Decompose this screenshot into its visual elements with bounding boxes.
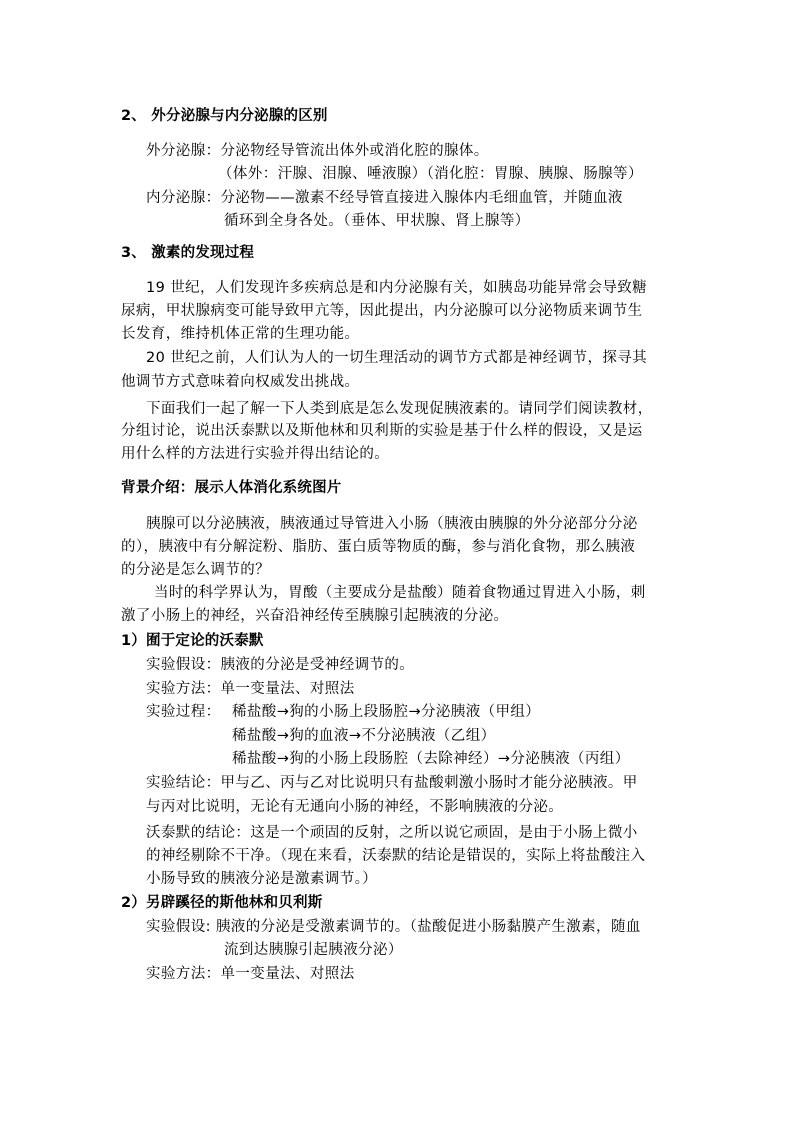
paragraph-line: 他调节方式意味着向权威发出挑战。 [121,374,360,390]
endocrine-definition-cont: 循环到全身各处。（垂体、甲状腺、肾上腺等） [224,213,530,229]
wertheimer-view-cont: 的神经剔除不干净。（现在来看，沃泰默的结论是错误的，实际上将盐酸注入 [146,848,646,864]
paragraph-line: 19 世纪，人们发现许多疾病总是和内分泌腺有关，如胰岛功能异常会导致糖 [146,280,648,296]
paragraph-line: 20 世纪之前，人们认为人的一切生理活动的调节方式都是神经调节，探寻其 [146,350,648,366]
wertheimer-conclusion: 实验结论：甲与乙、丙与乙对比说明只有盐酸刺激小肠时才能分泌胰液。甲 [146,775,638,791]
wertheimer-conclusion-cont: 与丙对比说明，无论有无通向小肠的神经，不影响胰液的分泌。 [146,799,564,815]
section-2-heading: 2、 外分泌腺与内分泌腺的区别 [121,108,328,124]
starling-bayliss-hypothesis: 实验假设: 胰液的分泌是受激素调节的。（盐酸促进小肠黏膜产生激素，随血 [146,919,641,935]
background-heading: 背景介绍：展示人体消化系统图片 [121,480,342,496]
endocrine-definition: 内分泌腺：分泌物——激素不经导管直接进入腺体内毛细血管，并随血液 [146,190,623,206]
paragraph-line: 尿病，甲状腺病变可能导致甲亢等，因此提出，内分泌腺可以分泌物质来调节生 [121,303,643,319]
starling-bayliss-method: 实验方法：单一变量法、对照法 [146,966,355,982]
paragraph-line: 的），胰液中有分解淀粉、脂肪、蛋白质等物质的酶，参与消化食物，那么胰液 [121,539,636,555]
exocrine-examples: （体外：汗腺、泪腺、唾液腺）（消化腔：胃腺、胰腺、肠腺等） [218,166,643,182]
wertheimer-method: 实验方法：单一变量法、对照法 [146,681,355,697]
section-3-heading: 3、 激素的发现过程 [121,245,255,261]
wertheimer-hypothesis: 实验假设：胰液的分泌是受神经调节的。 [146,657,415,673]
starling-bayliss-heading: 2）另辟蹊径的斯他林和贝利斯 [121,895,323,911]
wertheimer-heading: 1）囿于定论的沃泰默 [121,633,264,649]
paragraph-line: 长发育，维持机体正常的生理功能。 [121,326,360,342]
paragraph-line: 下面我们一起了解一下人类到底是怎么发现促胰液素的。请同学们阅读教材， [146,401,653,417]
paragraph-line: 用什么样的方法进行实验并得出结论的。 [121,446,390,462]
exocrine-definition: 外分泌腺：分泌物经导管流出体外或消化腔的腺体。 [146,143,489,159]
paragraph-line: 分组讨论，说出沃泰默以及斯他林和贝利斯的实验是基于什么样的假设，又是运 [121,423,643,439]
experiment-step-group-c: 稀盐酸→狗的小肠上段肠腔（去除神经）→分泌胰液（丙组） [232,751,630,767]
starling-bayliss-hypothesis-cont: 流到达胰腺引起胰液分泌） [224,942,403,958]
wertheimer-process-label: 实验过程： [146,704,221,720]
wertheimer-view: 沃泰默的结论：这是一个顽固的反射，之所以说它顽固，是由于小肠上微小 [146,825,638,841]
paragraph-line: 的分泌是怎么调节的？ [121,562,270,578]
experiment-step-group-b: 稀盐酸→狗的血液→不分泌胰液（乙组） [232,728,496,744]
paragraph-line: 激了小肠上的神经，兴奋沿神经传至胰腺引起胰液的分泌。 [121,608,509,624]
paragraph-line: 胰腺可以分泌胰液，胰液通过导管进入小肠（胰液由胰腺的外分泌部分分泌 [146,516,638,532]
experiment-step-group-a: 稀盐酸→狗的小肠上段肠腔→分泌胰液（甲组） [232,704,541,720]
wertheimer-view-cont: 小肠导致的胰液分泌是激素调节。） [146,871,378,887]
paragraph-line: 当时的科学界认为，胃酸（主要成分是盐酸）随着食物通过胃进入小肠，刺 [154,585,646,601]
